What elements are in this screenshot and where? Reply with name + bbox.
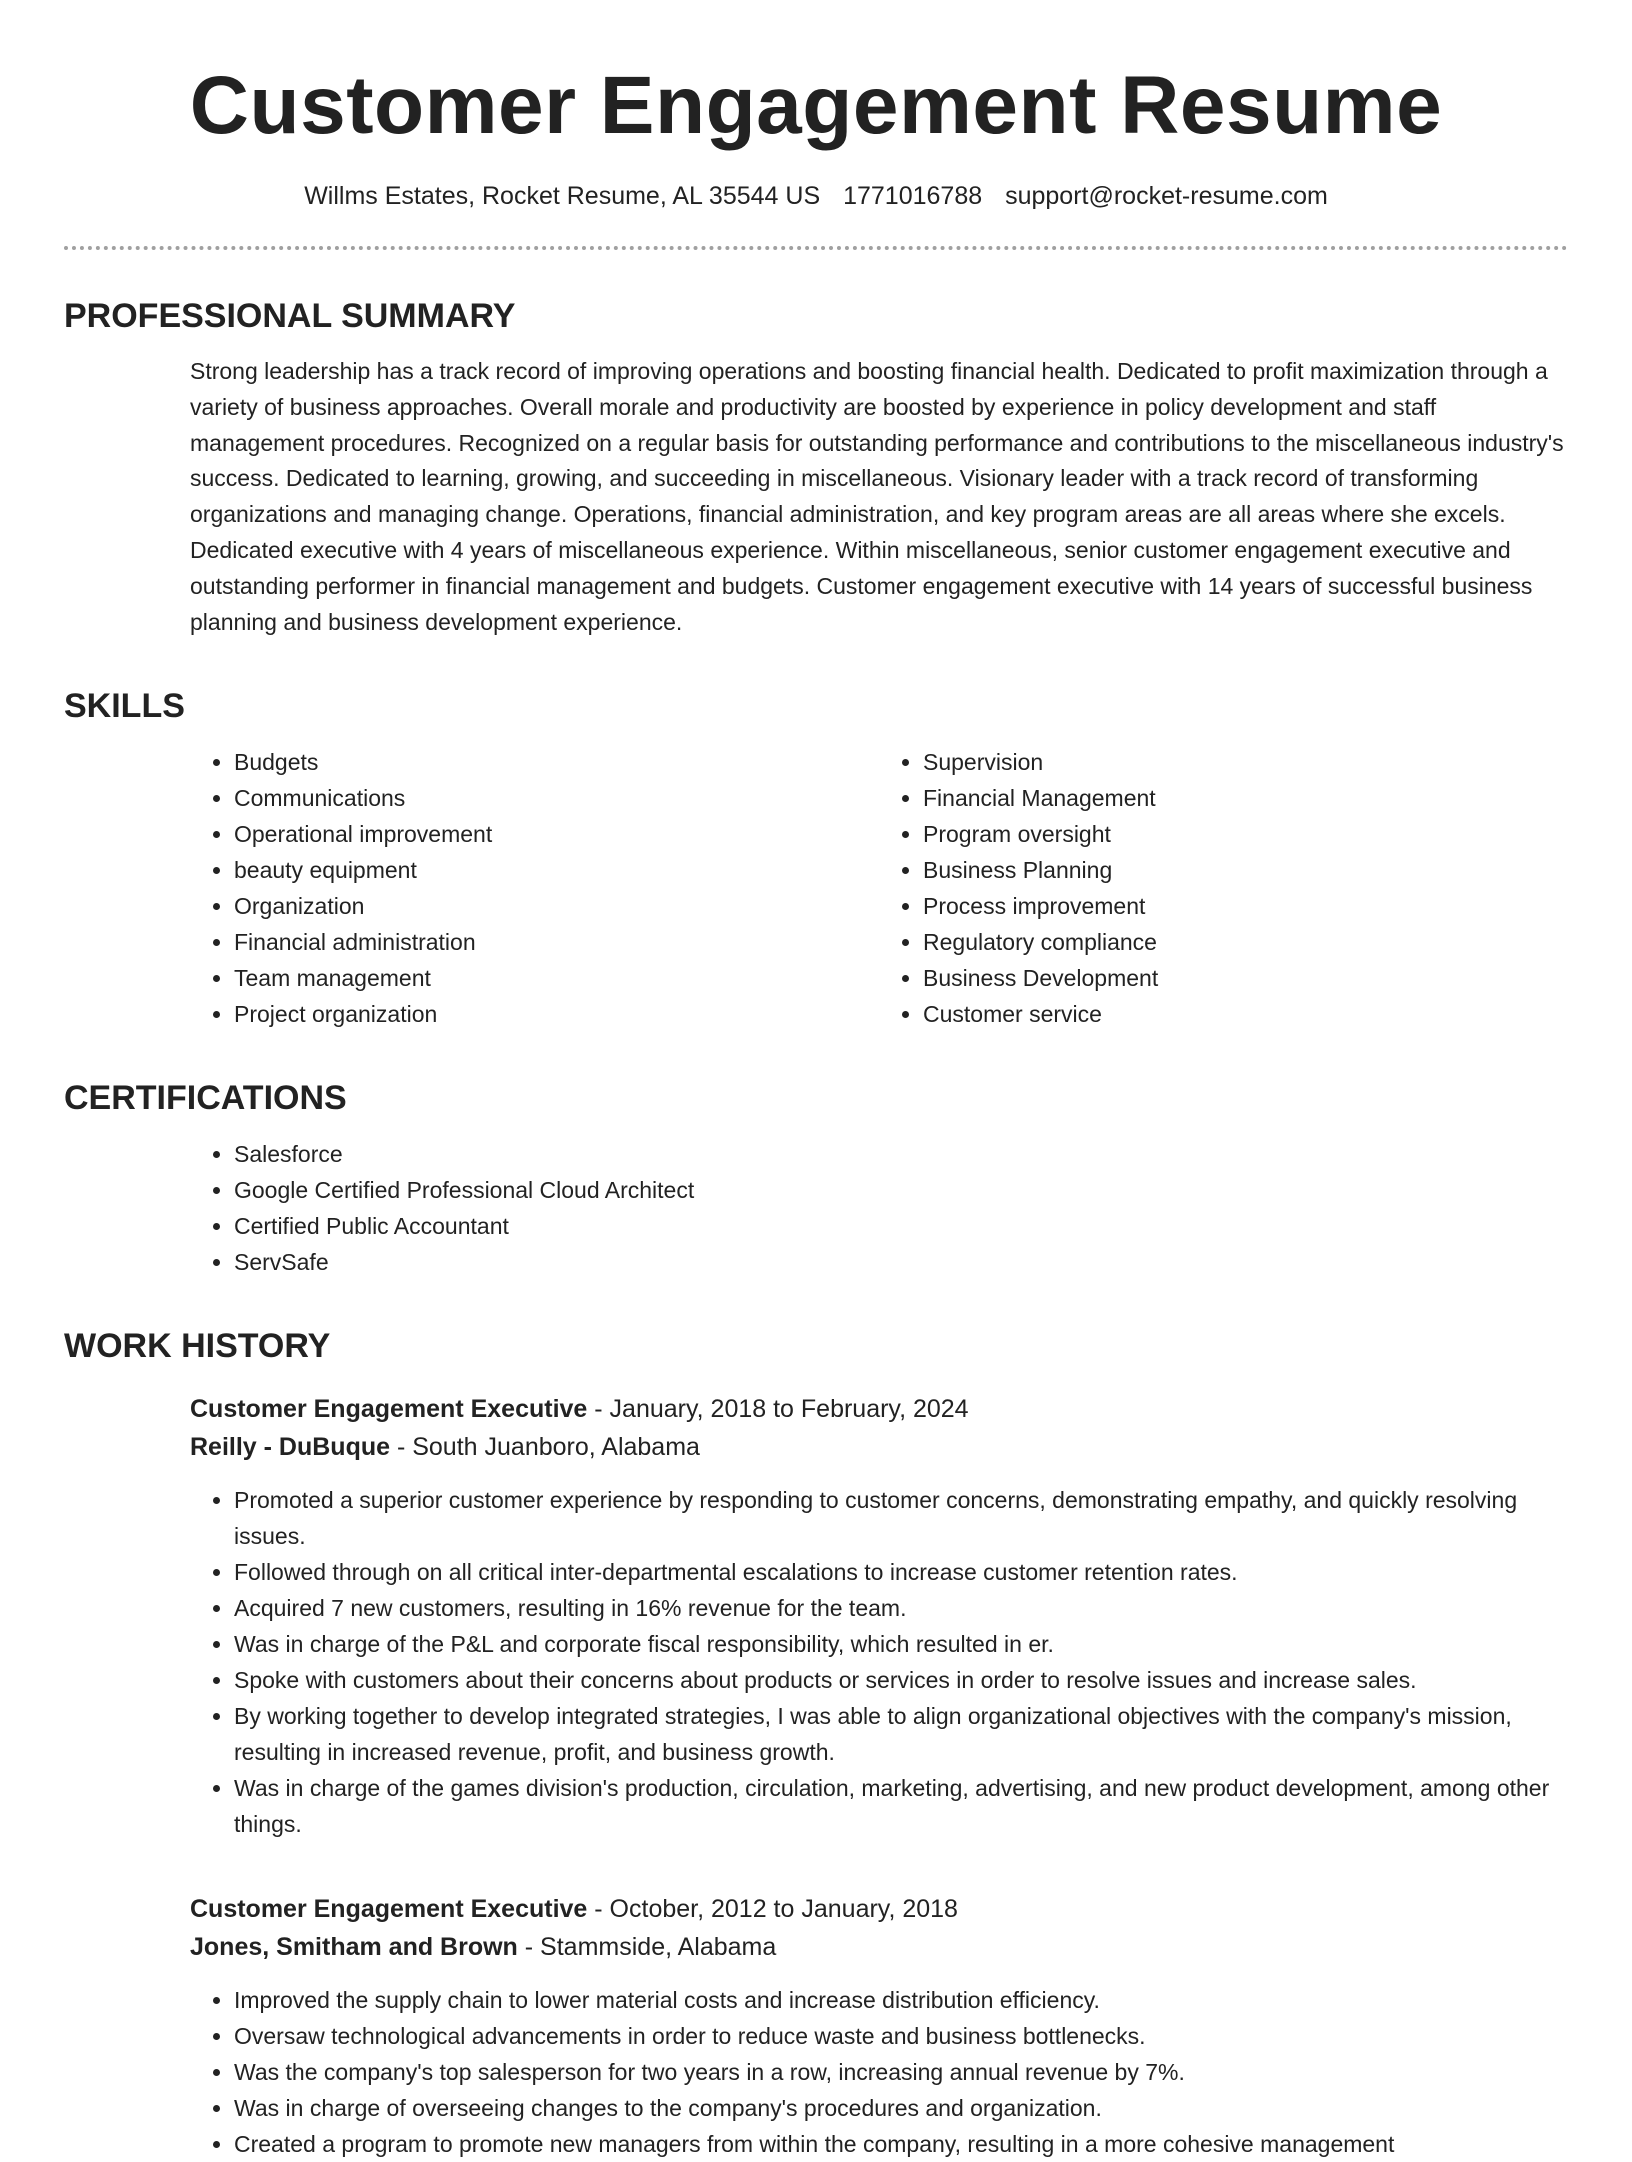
job-entry: [190, 1890, 1568, 2162]
job-bullet: • Was the company's top salesperson for two years in a row, increasing annual revenue by 7%.: [234, 2054, 1568, 2090]
job-company: Jones, Smitham and Brown: [190, 1933, 518, 1962]
job-bullet: • Spoke with customers about their concerns about products or services in order to resolve issues and increase sales.: [234, 1662, 1568, 1698]
job-role: Customer Engagement Executive: [190, 1895, 588, 1924]
summary-text: Strong leadership has a track record of improving operations and boosting financial health. Dedicated to profit maximization through a variety of business approaches. Overall morale and productivity are boosted by experience in policy development and staff management procedures. Recognized on a regular basis for outstanding performance and contributions to the miscellaneous industry's success. Dedicated to learning, growing, and succeeding in miscellaneous. Visionary leader with a track record of transforming organizations and managing change. Operations, financial administration, and key program areas are all areas where she excels. Dedicated executive with 4 years of miscellaneous experience. Within miscellaneous, senior customer engagement executive and outstanding performer in financial management and budgets. Customer engagement executive with 14 years of successful business planning and business development experience.: [190, 358, 1564, 635]
skill-item: • Team management: [234, 960, 879, 996]
certification-item: • Google Certified Professional Cloud Architect: [234, 1172, 1568, 1208]
work-history-section: [64, 1326, 1568, 2162]
skill-item: • Program oversight: [923, 816, 1568, 852]
job-dates: - October, 2012 to January, 2018: [587, 1895, 958, 1924]
header-divider: [64, 246, 1568, 250]
job-bullet: • Improved the supply chain to lower material costs and increase distribution efficiency.: [234, 1982, 1568, 2018]
resume-title: Customer Engagement Resume: [189, 60, 1443, 151]
skills-left-list: [190, 744, 879, 1032]
job-bullets: [190, 1982, 1568, 2162]
certifications-heading: CERTIFICATIONS: [64, 1079, 347, 1118]
certification-item: • Certified Public Accountant: [234, 1208, 1568, 1244]
skill-item: • Organization: [234, 888, 879, 924]
contact-email: support@rocket-resume.com: [1005, 182, 1328, 210]
summary-heading: PROFESSIONAL SUMMARY: [64, 297, 516, 335]
skill-item: • beauty equipment: [234, 852, 879, 888]
contact-address: Willms Estates, Rocket Resume, AL 35544 US: [304, 182, 821, 210]
skill-item: • Communications: [234, 780, 879, 816]
job-bullet: • By working together to develop integrated strategies, I was able to align organizational objectives with the company's mission, resulting in increased revenue, profit, and business growth.: [234, 1698, 1568, 1770]
certification-item: • ServSafe: [234, 1244, 1568, 1280]
job-bullet: • Acquired 7 new customers, resulting in 16% revenue for the team.: [234, 1590, 1568, 1626]
job-location: - Stammside, Alabama: [517, 1933, 777, 1962]
skill-item: • Financial Management: [923, 780, 1568, 816]
summary-section: [64, 296, 1568, 640]
skills-columns: [190, 744, 1568, 1032]
certifications-section: [64, 1078, 1568, 1280]
skill-item: • Budgets: [234, 744, 879, 780]
skill-item: • Supervision: [923, 744, 1568, 780]
certifications-body: [190, 1136, 1568, 1280]
certifications-list: [190, 1136, 1568, 1280]
job-dates: - January, 2018 to February, 2024: [587, 1395, 969, 1424]
skill-item: • Financial administration: [234, 924, 879, 960]
job-role-line: [190, 1890, 1568, 1928]
skills-right-list: [879, 744, 1568, 1032]
job-role-line: [190, 1390, 1568, 1428]
skill-item: • Business Development: [923, 960, 1568, 996]
skill-item: • Regulatory compliance: [923, 924, 1568, 960]
job-bullet: • Promoted a superior customer experience by responding to customer concerns, demonstrating empathy, and quickly resolving issues.: [234, 1482, 1568, 1554]
job-company: Reilly - DuBuque: [190, 1433, 391, 1462]
skill-item: • Project organization: [234, 996, 879, 1032]
skill-item: • Customer service: [923, 996, 1568, 1032]
job-bullet: • Created a program to promote new managers from within the company, resulting in a more cohesive management: [234, 2126, 1568, 2162]
skill-item: • Process improvement: [923, 888, 1568, 924]
job-bullet: • Followed through on all critical inter-departmental escalations to increase customer retention rates.: [234, 1554, 1568, 1590]
skill-item: • Business Planning: [923, 852, 1568, 888]
job-bullet: • Was in charge of the games division's production, circulation, marketing, advertising, and new product development, among other things.: [234, 1770, 1568, 1842]
job-role: Customer Engagement Executive: [190, 1395, 588, 1424]
contact-phone: 1771016788: [843, 182, 983, 210]
skills-heading: SKILLS: [64, 687, 185, 726]
work-history-heading: WORK HISTORY: [64, 1327, 331, 1366]
job-entry: [190, 1390, 1568, 1842]
certification-item: • Salesforce: [234, 1136, 1568, 1172]
job-bullet: • Was in charge of the P&L and corporate fiscal responsibility, which resulted in er.: [234, 1626, 1568, 1662]
job-company-line: [190, 1428, 1568, 1466]
contact-line: [64, 180, 1568, 212]
skill-item: • Operational improvement: [234, 816, 879, 852]
job-company-line: [190, 1928, 1568, 1966]
skills-section: [64, 686, 1568, 1032]
job-bullets: [190, 1482, 1568, 1842]
job-bullet: • Oversaw technological advancements in order to reduce waste and business bottlenecks.: [234, 2018, 1568, 2054]
work-history-body: [190, 1390, 1568, 2162]
job-location: - South Juanboro, Alabama: [390, 1433, 700, 1462]
job-bullet: • Was in charge of overseeing changes to the company's procedures and organization.: [234, 2090, 1568, 2126]
